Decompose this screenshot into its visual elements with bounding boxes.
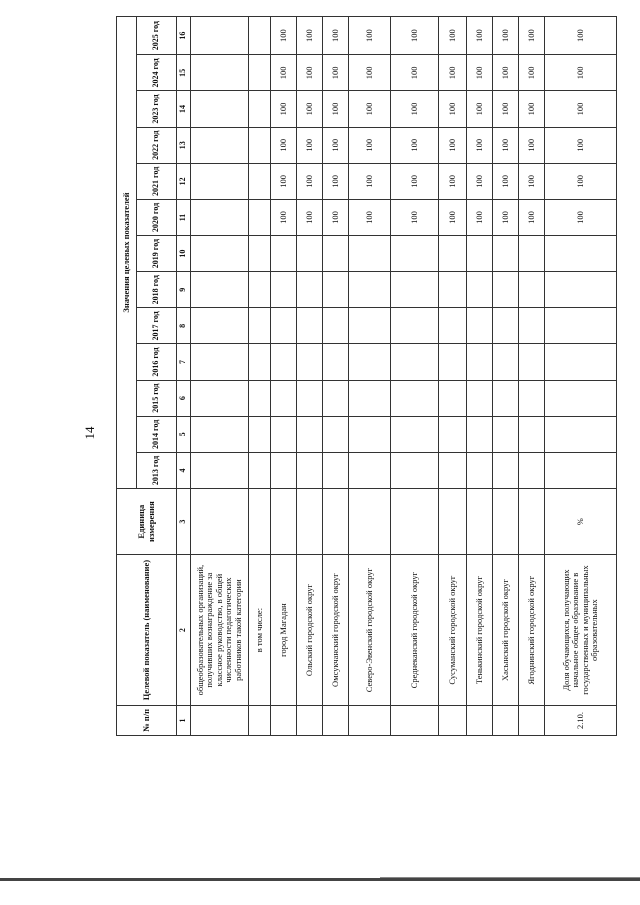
value-cell [271,380,297,416]
value-cell [391,344,439,380]
value-cell: 100 [297,91,323,127]
row-number [249,705,271,735]
header-year: 2016 год [137,344,177,380]
indicator-name: город Магадан [271,555,297,706]
value-cell: 100 [297,17,323,55]
value-cell [191,452,249,488]
value-cell [493,380,519,416]
row-number [519,705,545,735]
value-cell: 100 [545,163,617,199]
value-cell [439,308,467,344]
value-cell: 100 [439,17,467,55]
unit-cell [467,489,493,555]
value-cell: 100 [349,127,391,163]
unit-cell [493,489,519,555]
value-cell: 100 [545,127,617,163]
indicator-name: Тенькинский городской округ [467,555,493,706]
value-cell [349,380,391,416]
value-cell [297,272,323,308]
value-cell [249,344,271,380]
value-cell: 100 [493,199,519,235]
value-cell [493,272,519,308]
table-row [249,17,271,736]
value-cell [323,308,349,344]
unit-cell [349,489,391,555]
value-cell [391,308,439,344]
column-number: 16 [177,17,191,55]
value-cell [519,344,545,380]
value-cell: 100 [271,163,297,199]
table-row [391,17,439,736]
value-cell: 100 [493,127,519,163]
indicator-name: Омсукчанский городской округ [323,555,349,706]
value-cell [323,452,349,488]
value-cell [519,380,545,416]
value-cell [545,272,617,308]
indicator-name: Северо-Эвенский городской округ [349,555,391,706]
value-cell [439,236,467,272]
value-cell: 100 [467,17,493,55]
value-cell: 100 [519,17,545,55]
value-cell [191,344,249,380]
header-num: № п/п [117,705,177,735]
row-number [297,705,323,735]
column-number: 7 [177,344,191,380]
value-cell [297,452,323,488]
value-cell: 100 [493,17,519,55]
value-cell [439,416,467,452]
value-cell: 100 [323,127,349,163]
value-cell [545,308,617,344]
value-cell: 100 [545,91,617,127]
scan-edge-line-thin [380,877,640,878]
value-cell: 100 [545,55,617,91]
value-cell [249,452,271,488]
header-indicator: Целевой показатель (наименование) [117,555,177,706]
value-cell [493,452,519,488]
value-cell [249,199,271,235]
value-cell: 100 [349,17,391,55]
indicator-name: общеобразовательных организаций, получивших вознаграждение за классное руководство, в общей численности педагогических работников такой категории [191,555,249,706]
value-cell [545,416,617,452]
value-cell [249,416,271,452]
header-year: 2023 год [137,91,177,127]
row-number [191,705,249,735]
indicator-name: Среднеканский городской округ [391,555,439,706]
value-cell: 100 [467,91,493,127]
value-cell [349,344,391,380]
value-cell [323,236,349,272]
value-cell [493,344,519,380]
value-cell [249,163,271,199]
value-cell: 100 [493,91,519,127]
header-year: 2015 год [137,380,177,416]
value-cell [191,199,249,235]
unit-cell [439,489,467,555]
value-cell [249,236,271,272]
row-number [439,705,467,735]
value-cell [191,416,249,452]
value-cell [249,272,271,308]
table-row [323,17,349,736]
indicator-name: Ягоднинский городской округ [519,555,545,706]
table-row [271,17,297,736]
table-body [191,17,617,736]
table-row [191,17,249,736]
value-cell [391,452,439,488]
scan-edge-line [0,878,640,881]
value-cell [349,416,391,452]
value-cell [191,308,249,344]
value-cell: 100 [391,17,439,55]
value-cell: 100 [519,163,545,199]
value-cell [191,55,249,91]
value-cell [519,308,545,344]
row-number [271,705,297,735]
header-unit: Единица измерения [117,489,177,555]
column-number: 9 [177,272,191,308]
value-cell [349,272,391,308]
row-number [323,705,349,735]
column-number: 1 [177,705,191,735]
value-cell: 100 [297,199,323,235]
value-cell: 100 [297,55,323,91]
value-cell [467,308,493,344]
table-row [545,17,617,736]
value-cell [391,272,439,308]
value-cell [271,452,297,488]
value-cell [191,17,249,55]
value-cell: 100 [323,199,349,235]
table-row [297,17,323,736]
value-cell: 100 [349,55,391,91]
value-cell: 100 [545,199,617,235]
value-cell: 100 [467,199,493,235]
value-cell [191,272,249,308]
header-values-group: Значения целевых показателей [117,17,137,489]
value-cell: 100 [391,163,439,199]
value-cell [467,452,493,488]
row-number [493,705,519,735]
value-cell: 100 [271,17,297,55]
value-cell [391,380,439,416]
value-cell [519,272,545,308]
value-cell [349,452,391,488]
value-cell [249,308,271,344]
value-cell [249,55,271,91]
column-number: 14 [177,91,191,127]
value-cell: 100 [439,127,467,163]
value-cell [349,236,391,272]
value-cell [349,308,391,344]
value-cell: 100 [391,91,439,127]
header-year: 2022 год [137,127,177,163]
value-cell: 100 [271,91,297,127]
value-cell: 100 [519,127,545,163]
value-cell: 100 [493,163,519,199]
table-row [467,17,493,736]
column-number: 6 [177,380,191,416]
value-cell [323,344,349,380]
value-cell: 100 [297,127,323,163]
value-cell [249,380,271,416]
value-cell [271,308,297,344]
value-cell: 100 [467,127,493,163]
value-cell: 100 [391,55,439,91]
value-cell [439,380,467,416]
value-cell [323,380,349,416]
header-year: 2014 год [137,416,177,452]
unit-cell [323,489,349,555]
target-indicators-table [116,16,617,736]
value-cell: 100 [519,199,545,235]
header-year: 2019 год [137,236,177,272]
value-cell [439,344,467,380]
unit-cell: % [545,489,617,555]
value-cell [271,272,297,308]
value-cell [519,452,545,488]
value-cell: 100 [391,199,439,235]
header-year: 2017 год [137,308,177,344]
value-cell [249,91,271,127]
value-cell [191,236,249,272]
value-cell: 100 [297,163,323,199]
value-cell: 100 [349,163,391,199]
value-cell [519,236,545,272]
table-row [349,17,391,736]
indicator-name: в том числе: [249,555,271,706]
value-cell [297,416,323,452]
value-cell [439,272,467,308]
unit-cell [391,489,439,555]
value-cell: 100 [467,163,493,199]
value-cell [191,127,249,163]
column-number: 8 [177,308,191,344]
value-cell [467,272,493,308]
value-cell [297,380,323,416]
unit-cell [297,489,323,555]
indicator-name: Ольский городской округ [297,555,323,706]
row-number: 2.10. [545,705,617,735]
value-cell [191,91,249,127]
column-number: 2 [177,555,191,706]
value-cell [249,127,271,163]
value-cell: 100 [271,55,297,91]
value-cell: 100 [271,127,297,163]
value-cell: 100 [323,55,349,91]
value-cell [493,308,519,344]
column-number: 11 [177,199,191,235]
header-year: 2018 год [137,272,177,308]
unit-cell [191,489,249,555]
unit-cell [249,489,271,555]
header-year: 2013 год [137,452,177,488]
header-year: 2020 год [137,199,177,235]
value-cell: 100 [519,91,545,127]
value-cell: 100 [439,91,467,127]
column-number: 13 [177,127,191,163]
value-cell [493,236,519,272]
value-cell [297,344,323,380]
row-number [391,705,439,735]
value-cell [249,17,271,55]
value-cell: 100 [439,55,467,91]
value-cell [191,380,249,416]
value-cell [439,452,467,488]
table-row [439,17,467,736]
unit-cell [271,489,297,555]
value-cell [323,416,349,452]
value-cell: 100 [349,91,391,127]
value-cell: 100 [271,199,297,235]
value-cell [467,344,493,380]
value-cell: 100 [467,55,493,91]
value-cell: 100 [493,55,519,91]
header-row-colnums [177,17,191,736]
value-cell: 100 [439,199,467,235]
value-cell: 100 [545,17,617,55]
value-cell: 100 [391,127,439,163]
value-cell [545,380,617,416]
value-cell: 100 [439,163,467,199]
table-row [519,17,545,736]
page-number: 14 [82,426,97,440]
value-cell: 100 [323,17,349,55]
indicator-name: Доля обучающихся, получающих начальное общее образование в государственных и муниципальных образовательных [545,555,617,706]
value-cell [391,236,439,272]
header-row-group [117,17,137,736]
column-number: 5 [177,416,191,452]
column-number: 12 [177,163,191,199]
column-number: 15 [177,55,191,91]
value-cell [191,163,249,199]
column-number: 3 [177,489,191,555]
indicator-name: Хасынский городской округ [493,555,519,706]
value-cell [271,236,297,272]
table-row [493,17,519,736]
value-cell [545,344,617,380]
value-cell: 100 [349,199,391,235]
header-year: 2024 год [137,55,177,91]
value-cell [271,344,297,380]
value-cell [545,236,617,272]
value-cell [297,236,323,272]
value-cell: 100 [323,163,349,199]
indicator-name: Сусуманский городской округ [439,555,467,706]
value-cell [493,416,519,452]
row-number [349,705,391,735]
header-year: 2025 год [137,17,177,55]
value-cell [467,380,493,416]
value-cell: 100 [519,55,545,91]
column-number: 4 [177,452,191,488]
unit-cell [519,489,545,555]
value-cell [271,416,297,452]
header-year: 2021 год [137,163,177,199]
value-cell [519,416,545,452]
rotated-table-frame [116,16,616,736]
value-cell [323,272,349,308]
value-cell [391,416,439,452]
value-cell [545,452,617,488]
value-cell [467,236,493,272]
value-cell [467,416,493,452]
value-cell [297,308,323,344]
column-number: 10 [177,236,191,272]
value-cell: 100 [323,91,349,127]
row-number [467,705,493,735]
